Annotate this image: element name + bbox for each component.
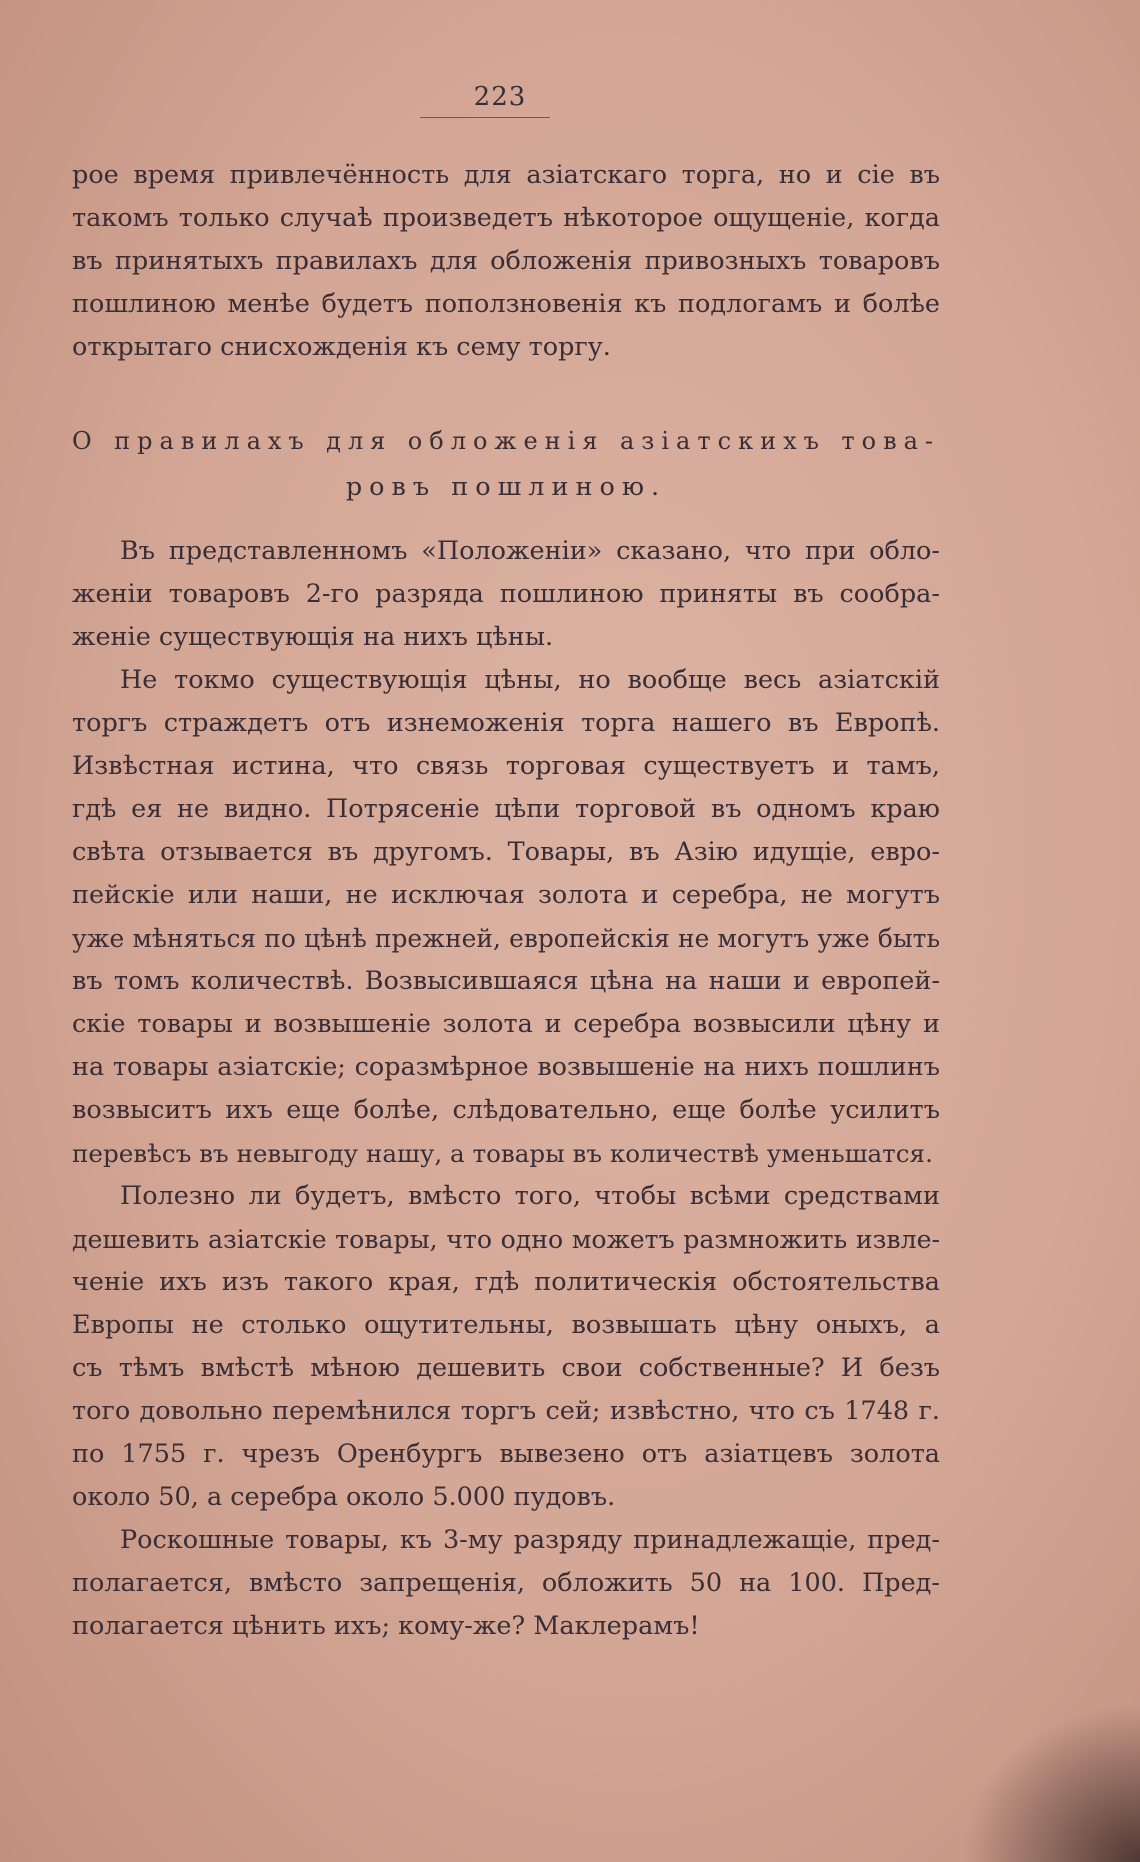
text-line: женіи товаровъ 2-го разряда пошлиною приняты въ сообра- <box>72 579 940 609</box>
heading-line: ровъ пошлиною. <box>345 472 667 502</box>
text-line: Въ представленномъ «Положеніи» сказано, что при обло- <box>120 536 940 566</box>
text-line: съ тѣмъ вмѣстѣ мѣною дешевить свои собственные? И безъ <box>72 1353 940 1383</box>
text-line: полагается цѣнить ихъ; кому-же? Маклерамъ! <box>72 1611 700 1641</box>
heading-line: О правилахъ для обложенія азіатскихъ това- <box>72 427 940 455</box>
text-line: на товары азіатскіе; соразмѣрное возвышеніе на нихъ пошлинъ <box>72 1052 940 1082</box>
page-number-rule <box>420 117 550 118</box>
text-line: такомъ только случаѣ произведетъ нѣкоторое ощущеніе, когда <box>72 203 940 233</box>
text-line: по 1755 г. чрезъ Оренбургъ вывезено отъ азіатцевъ золота <box>72 1439 940 1469</box>
text-line: дешевить азіатскіе товары, что одно можетъ размножить извле- <box>72 1225 940 1254</box>
text-line: Не токмо существующія цѣны, но вообще весь азіатскій <box>120 665 940 695</box>
text-line: около 50, а серебра около 5.000 пудовъ. <box>72 1482 616 1512</box>
page-edge-shadow <box>960 1702 1140 1862</box>
text-line: пошлиною менѣе будетъ поползновенія къ подлогамъ и болѣе <box>72 289 940 319</box>
text-line: въ томъ количествѣ. Возвысившаяся цѣна на наши и европей- <box>72 966 940 996</box>
text-line: въ принятыхъ правилахъ для обложенія привозныхъ товаровъ <box>72 246 940 276</box>
text-line: рое время привлечённость для азіатскаго торга, но и сіе въ <box>72 160 940 190</box>
text-line: торгъ страждетъ отъ изнеможенія торга нашего въ Европѣ. <box>72 708 940 738</box>
text-line: свѣта отзывается въ другомъ. Товары, въ Азію идущіе, евро- <box>72 837 940 867</box>
text-line: пейскіе или наши, не исключая золота и серебра, не могутъ <box>72 880 940 910</box>
body-text <box>72 530 940 1648</box>
text-line: скіе товары и возвышеніе золота и серебра возвысили цѣну и <box>72 1009 940 1039</box>
text-line: Извѣстная истина, что связь торговая существуетъ и тамъ, <box>72 751 940 781</box>
text-line: полагается, вмѣсто запрещенія, обложить 50 на 100. Пред- <box>72 1568 940 1598</box>
text-line: гдѣ ея не видно. Потрясеніе цѣпи торговой въ одномъ краю <box>72 794 940 824</box>
text-line: Полезно ли будетъ, вмѣсто того, чтобы всѣми средствами <box>120 1181 940 1211</box>
text-line: перевѣсъ въ невыгоду нашу, а товары въ количествѣ уменьшатся. <box>72 1139 933 1168</box>
text-line: возвыситъ ихъ еще болѣе, слѣдовательно, еще болѣе усилитъ <box>72 1095 940 1125</box>
section-heading <box>72 418 940 510</box>
text-line: того довольно перемѣнился торгъ сей; извѣстно, что съ 1748 г. <box>72 1396 940 1426</box>
text-line: открытаго снисхожденія къ сему торгу. <box>72 332 611 362</box>
intro-paragraph <box>72 154 940 369</box>
text-line: ченіе ихъ изъ такого края, гдѣ политическія обстоятельства <box>72 1267 940 1297</box>
page-number: 223 <box>473 82 527 112</box>
text-line: женіе существующія на нихъ цѣны. <box>72 622 554 652</box>
text-line: Роскошные товары, къ 3-му разряду принадлежащіе, пред- <box>120 1525 940 1555</box>
text-line: Европы не столько ощутительны, возвышать цѣну оныхъ, а <box>72 1310 940 1340</box>
text-line: уже мѣняться по цѣнѣ прежней, европейскія не могутъ уже быть <box>72 924 940 953</box>
